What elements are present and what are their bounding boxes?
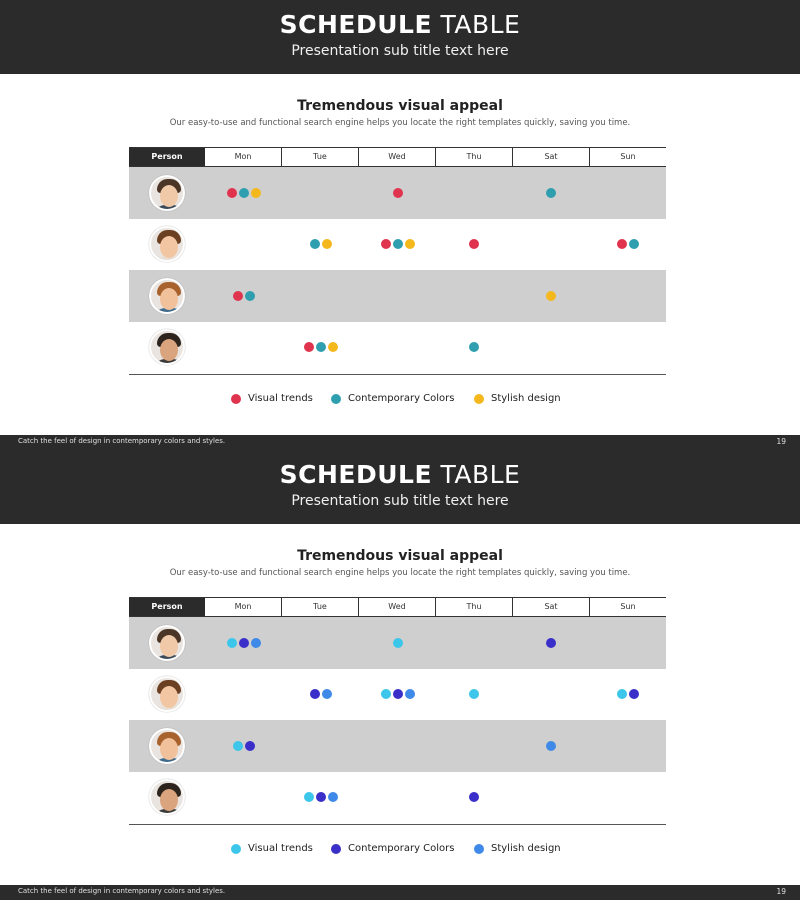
table-row	[129, 669, 666, 721]
schedule-cell	[436, 219, 513, 271]
schedule-cell	[589, 219, 666, 271]
schedule-dot	[310, 239, 320, 249]
avatar-face	[160, 236, 178, 258]
schedule-cell	[206, 617, 283, 669]
schedule-cell	[282, 669, 359, 721]
schedule-cell	[589, 617, 666, 669]
avatar-face	[160, 635, 178, 657]
schedule-cell	[206, 322, 283, 374]
schedule-dot	[617, 689, 627, 699]
footer-text: Catch the feel of design in contemporary colors and styles.	[18, 437, 226, 445]
schedule-dot	[381, 239, 391, 249]
avatar	[149, 625, 185, 661]
schedule-table	[129, 147, 666, 373]
schedule-dot	[322, 239, 332, 249]
table-row	[129, 322, 666, 374]
avatar-face	[160, 686, 178, 708]
column-header-thu: Thu	[436, 147, 513, 167]
schedule-dot	[393, 689, 403, 699]
legend	[0, 393, 800, 409]
schedule-cell	[589, 772, 666, 824]
column-header-tue: Tue	[282, 597, 359, 617]
schedule-cell	[206, 270, 283, 322]
column-header-wed: Wed	[359, 147, 436, 167]
person-cell	[129, 720, 206, 772]
avatar	[149, 226, 185, 262]
section-description: Our easy-to-use and functional search engine helps you locate the right templates quickly, saving you time.	[169, 568, 631, 578]
column-header-mon: Mon	[205, 147, 282, 167]
slide-subtitle: Presentation sub title text here	[291, 493, 509, 509]
schedule-dot	[251, 638, 261, 648]
schedule-cell	[436, 772, 513, 824]
slide-title	[0, 10, 800, 39]
schedule-cell	[589, 270, 666, 322]
column-header-sun: Sun	[590, 147, 666, 167]
schedule-dot	[393, 239, 403, 249]
legend-item	[474, 843, 561, 854]
schedule-cell	[282, 720, 359, 772]
slide-subtitle: Presentation sub title text here	[291, 43, 509, 59]
schedule-dot	[233, 291, 243, 301]
table-bottom-border	[129, 374, 666, 375]
schedule-dot	[239, 188, 249, 198]
legend-label: Visual trends	[248, 843, 313, 854]
legend-item	[331, 393, 454, 404]
person-cell	[129, 669, 206, 721]
schedule-dot	[245, 741, 255, 751]
person-cell	[129, 167, 206, 219]
schedule-cell	[359, 322, 436, 374]
schedule-cell	[589, 720, 666, 772]
avatar-face	[160, 339, 178, 361]
title-light: TABLE	[440, 10, 521, 39]
schedule-cell	[513, 617, 590, 669]
table-bottom-border	[129, 824, 666, 825]
schedule-cell	[359, 617, 436, 669]
schedule-dot	[393, 638, 403, 648]
schedule-dot	[227, 188, 237, 198]
legend-label: Stylish design	[491, 393, 561, 404]
schedule-dot	[469, 792, 479, 802]
legend-item	[331, 843, 454, 854]
slide-header	[0, 0, 800, 74]
schedule-dot	[469, 342, 479, 352]
schedule-cell	[589, 669, 666, 721]
schedule-dot	[469, 239, 479, 249]
schedule-dot	[328, 342, 338, 352]
page-number: 19	[776, 887, 786, 896]
schedule-cell	[436, 270, 513, 322]
schedule-cell	[282, 617, 359, 669]
table-header-row	[129, 597, 666, 617]
slide-footer	[0, 435, 800, 450]
schedule-dot	[546, 291, 556, 301]
person-cell	[129, 772, 206, 824]
schedule-cell	[513, 669, 590, 721]
section-description: Our easy-to-use and functional search engine helps you locate the right templates quickly, saving you time.	[169, 118, 631, 128]
avatar-face	[160, 789, 178, 811]
person-cell	[129, 219, 206, 271]
schedule-cell	[206, 720, 283, 772]
schedule-cell	[513, 219, 590, 271]
schedule-cell	[436, 322, 513, 374]
schedule-dot	[251, 188, 261, 198]
schedule-dot	[405, 689, 415, 699]
schedule-dot	[469, 689, 479, 699]
schedule-dot	[629, 239, 639, 249]
schedule-cell	[436, 669, 513, 721]
schedule-cell	[359, 270, 436, 322]
column-header-sun: Sun	[590, 597, 666, 617]
footer-text: Catch the feel of design in contemporary colors and styles.	[18, 887, 226, 895]
schedule-dot	[245, 291, 255, 301]
person-cell	[129, 270, 206, 322]
schedule-cell	[513, 270, 590, 322]
schedule-cell	[359, 772, 436, 824]
avatar	[149, 779, 185, 815]
schedule-cell	[513, 772, 590, 824]
schedule-cell	[359, 219, 436, 271]
schedule-cell	[589, 322, 666, 374]
schedule-dot	[393, 188, 403, 198]
schedule-cell	[513, 167, 590, 219]
avatar	[149, 676, 185, 712]
column-header-tue: Tue	[282, 147, 359, 167]
schedule-dot	[239, 638, 249, 648]
legend-dot	[331, 844, 341, 854]
column-header-sat: Sat	[513, 147, 590, 167]
schedule-dot	[546, 638, 556, 648]
table-header-row	[129, 147, 666, 167]
schedule-cell	[282, 772, 359, 824]
legend-item	[231, 393, 313, 404]
schedule-cell	[436, 167, 513, 219]
title-bold: SCHEDULE	[279, 10, 433, 39]
schedule-cell	[282, 167, 359, 219]
schedule-cell	[359, 669, 436, 721]
schedule-cell	[282, 219, 359, 271]
slide-header	[0, 450, 800, 524]
legend-label: Stylish design	[491, 843, 561, 854]
avatar-face	[160, 185, 178, 207]
column-header-thu: Thu	[436, 597, 513, 617]
schedule-cell	[206, 219, 283, 271]
schedule-dot	[629, 689, 639, 699]
column-header-mon: Mon	[205, 597, 282, 617]
schedule-cell	[282, 322, 359, 374]
slide-title	[0, 460, 800, 489]
schedule-cell	[436, 720, 513, 772]
schedule-cell	[436, 617, 513, 669]
schedule-dot	[304, 342, 314, 352]
avatar	[149, 728, 185, 764]
table-row	[129, 720, 666, 772]
legend-label: Visual trends	[248, 393, 313, 404]
legend-item	[231, 843, 313, 854]
schedule-cell	[206, 669, 283, 721]
schedule-dot	[304, 792, 314, 802]
table-row	[129, 167, 666, 219]
schedule-dot	[328, 792, 338, 802]
schedule-cell	[513, 322, 590, 374]
slide-footer	[0, 885, 800, 900]
legend-dot	[331, 394, 341, 404]
schedule-cell	[589, 167, 666, 219]
title-light: TABLE	[440, 460, 521, 489]
column-header-sat: Sat	[513, 597, 590, 617]
column-header-person: Person	[129, 147, 205, 167]
schedule-cell	[359, 720, 436, 772]
schedule-table	[129, 597, 666, 823]
slide	[0, 450, 800, 900]
person-cell	[129, 617, 206, 669]
schedule-cell	[513, 720, 590, 772]
schedule-cell	[206, 167, 283, 219]
schedule-dot	[322, 689, 332, 699]
schedule-dot	[381, 689, 391, 699]
schedule-dot	[617, 239, 627, 249]
legend-dot	[231, 394, 241, 404]
avatar-face	[160, 738, 178, 760]
legend	[0, 843, 800, 859]
table-row	[129, 617, 666, 669]
avatar-face	[160, 288, 178, 310]
schedule-dot	[316, 792, 326, 802]
legend-label: Contemporary Colors	[348, 843, 455, 854]
column-header-person: Person	[129, 597, 205, 617]
schedule-cell	[206, 772, 283, 824]
table-row	[129, 772, 666, 824]
page-number: 19	[776, 437, 786, 446]
schedule-dot	[316, 342, 326, 352]
avatar	[149, 329, 185, 365]
section-heading: Tremendous visual appeal	[297, 548, 503, 564]
section-heading: Tremendous visual appeal	[297, 98, 503, 114]
table-row	[129, 270, 666, 322]
person-cell	[129, 322, 206, 374]
schedule-dot	[405, 239, 415, 249]
schedule-dot	[310, 689, 320, 699]
schedule-cell	[359, 167, 436, 219]
legend-dot	[231, 844, 241, 854]
column-header-wed: Wed	[359, 597, 436, 617]
title-bold: SCHEDULE	[279, 460, 433, 489]
schedule-dot	[233, 741, 243, 751]
legend-label: Contemporary Colors	[348, 393, 455, 404]
avatar	[149, 278, 185, 314]
legend-item	[474, 393, 561, 404]
schedule-dot	[227, 638, 237, 648]
schedule-dot	[546, 188, 556, 198]
legend-dot	[474, 394, 484, 404]
avatar	[149, 175, 185, 211]
legend-dot	[474, 844, 484, 854]
table-row	[129, 219, 666, 271]
schedule-cell	[282, 270, 359, 322]
schedule-dot	[546, 741, 556, 751]
